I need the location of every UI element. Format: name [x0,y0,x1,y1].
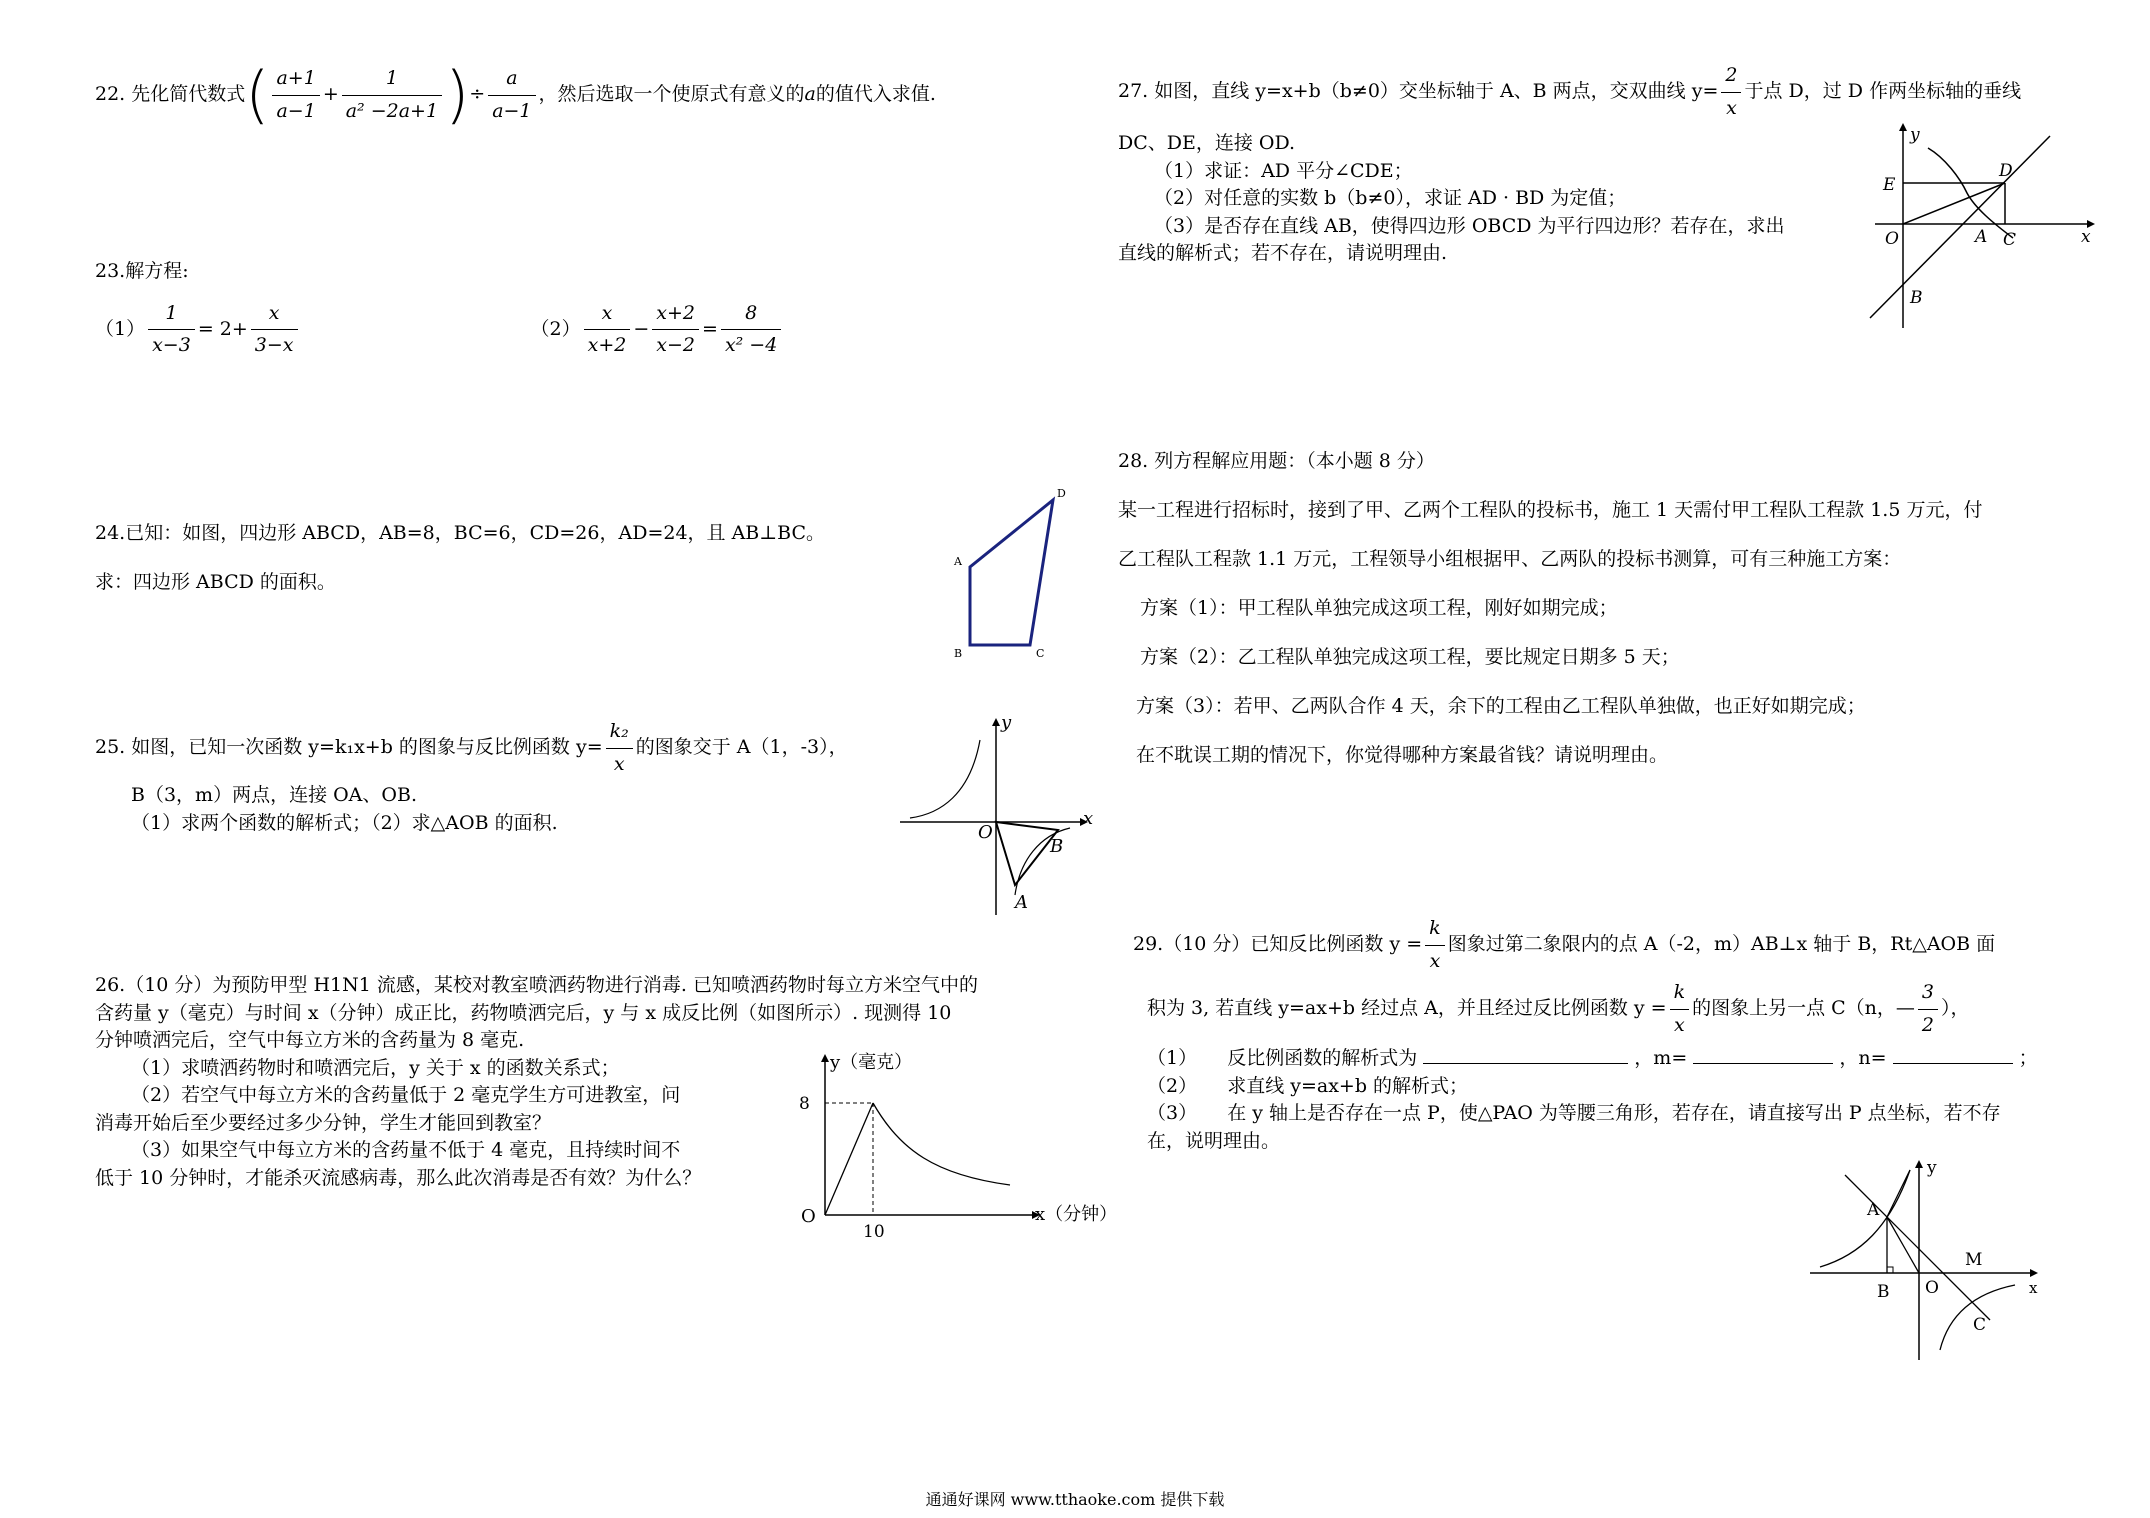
equals-sign: = [702,317,718,340]
q29-p1-label: （1） [1147,1047,1198,1070]
q29-p3-text2: 在，说明理由。 [1147,1129,1281,1152]
q28-line4: 方案（2）：乙工程队单独完成这项工程，要比规定日期多 5 天； [1140,646,1680,668]
q26-line7: （3）如果空气中每立方米的含药量不低于 4 毫克，且持续时间不 [131,1139,681,1162]
q26-line4: （1）求喷洒药物时和喷洒完后，y 关于 x 的函数关系式； [131,1056,620,1079]
q22-var: a [804,83,816,106]
q25-graph-figure [900,710,1100,920]
inverse-curve [873,1103,1010,1185]
point-b-label: B [1877,1282,1890,1302]
axis-x-label: x [2029,1279,2038,1297]
q28-line1: 某一工程进行招标时，接到了甲、乙两个工程队的投标书，施工 1 天需付甲工程队工程款 1.5 万元，付 [1118,499,1983,521]
hyperbola-branch-2 [910,740,980,818]
tick-x-10: 10 [863,1222,885,1240]
origin-label: O [801,1206,816,1227]
q29-graph-figure [1805,1155,2045,1365]
q27-line6: 直线的解析式；若不存在，请说明理由. [1118,242,1448,265]
axis-y-label: y [1910,125,1920,145]
segment-od [1903,183,2005,224]
q26-line2: 含药量 y（毫克）与时间 x（分钟）成正比，药物喷洒完后，y 与 x 成反比例（如图所示）. 现测得 10 [95,1001,952,1024]
answer-blank-n[interactable] [1893,1045,2013,1064]
point-e-label: E [1883,175,1896,195]
origin-label: O [1885,229,1899,249]
tick-y-8: 8 [799,1094,810,1114]
question-23 [95,258,1095,360]
page-footer: 通通好课网 www.tthaoke.com 提供下载 [925,1490,1225,1509]
q29-p1-end: ； [2018,1047,2038,1070]
q25-line2: B（3，m）两点，连接 OA、OB. [131,784,417,807]
open-paren: ( [245,58,270,131]
q26-line6: 消毒开始后至少要经过多少分钟，学生才能回到教室？ [95,1111,552,1134]
q28-title: 28. 列方程解应用题：（本小题 8 分） [1118,450,1435,472]
label-c: C [1036,647,1045,660]
q28-line3: 方案（1）：甲工程队单独完成这项工程，刚好如期完成； [1140,597,1618,619]
q24-line2: 求：四边形 ABCD 的面积。 [95,570,336,593]
point-c-label: C [2003,230,2017,250]
point-a-label: A [1867,1200,1880,1220]
q29-line1-b: 图象过第二象限内的点 A（-2，m）AB⊥x 轴于 B，Rt△AOB 面 [1447,933,1996,956]
q27-line3: （1）求证：AD 平分∠CDE； [1154,159,1413,182]
q22-fraction-1: $\frac{a+1}{a-1}$ [272,65,319,125]
q25-line1-b: 的图象交于 A（1，-3）， [635,736,848,759]
q22-fraction-2: $\frac{1}{\text{a² −2a+1}}$ [342,65,442,125]
q25-fraction: $\frac{\text{k₂}}{x}$ [606,718,633,778]
point-d-label: D [1999,161,2013,181]
q29-p1-text: 反比例函数的解析式为 [1227,1047,1418,1070]
answer-blank-1[interactable] [1423,1045,1628,1064]
point-b-label: B [1050,836,1064,857]
label-a: A [954,555,962,568]
label-d: D [1057,487,1066,500]
minus-sign: − [633,317,650,340]
point-c-label: C [1973,1315,1987,1335]
q27-fraction: $\frac{2}{x}$ [1721,62,1741,122]
axis-x-label: x [2081,227,2091,247]
q29-p3-text: 在 y 轴上是否存在一点 P，使△PAO 为等腰三角形，若存在，请直接写出 P 点坐标，若不存 [1227,1102,2001,1125]
q29-line2-b: 的图象上另一点 C（n，— [1692,997,1915,1020]
q29-p1-m: ，m= [1634,1047,1688,1070]
axis-y-label: y [1927,1158,1937,1178]
q23-p1-lhs: $\frac{1}{x-3}$ [148,300,195,360]
q23-p2-a: $\frac{x}{x+2}$ [584,300,631,360]
q29-p2-label: （2） [1147,1074,1198,1097]
q29-fraction-2: $\frac{k}{x}$ [1670,979,1690,1039]
q23-part1-label: （1） [95,317,146,340]
q26-line8: 低于 10 分钟时，才能杀灭流感病毒，那么此次消毒是否有效？为什么？ [95,1166,702,1189]
linear-segment [825,1103,873,1215]
axis-x-label: x（分钟） [1035,1204,1118,1225]
point-m-label: M [1965,1250,1983,1270]
q24-quadrilateral-figure [950,485,1080,660]
q27-line4: （2）对任意的实数 b（b≠0），求证 AD · BD 为定值； [1154,187,1627,210]
close-paren: ) [445,58,470,131]
q28-line5: 方案（3）：若甲、乙两队合作 4 天，余下的工程由乙工程队单独做，也正好如期完成； [1136,695,1866,717]
question-24 [95,520,995,596]
question-22 [95,58,1095,131]
quadrilateral-abcd [970,500,1053,645]
q29-p1-n: ，n= [1839,1047,1887,1070]
question-28 [1118,437,2128,780]
origin-label: O [1925,1278,1939,1298]
q28-line2: 乙工程队工程款 1.1 万元，工程领导小组根据甲、乙两队的投标书测算，可有三种施工方案： [1118,548,1902,570]
q24-line1: 24.已知：如图，四边形 ABCD，AB=8，BC=6，CD=26，AD=24，且 AB⊥BC。 [95,522,825,544]
q26-line1: 26.（10 分）为预防甲型 H1N1 流感，某校对教室喷洒药物进行消毒. 已知喷洒药物时每立方米空气中的 [95,974,978,996]
q29-line1-a: 29.（10 分）已知反比例函数 y = [1133,933,1423,956]
q23-p2-c: $\frac{8}{\text{x² −4}}$ [721,300,781,360]
point-a-label: A [1015,892,1028,913]
q29-fraction-3: $\frac{3}{2}$ [1918,979,1938,1039]
question-29 [1133,915,2133,1155]
q27-line1-b: 于点 D，过 D 作两坐标轴的垂线 [1744,80,2022,103]
q22-suffix: ，然后选取一个使原式有意义的 [538,83,805,106]
q23-title: 23.解方程: [95,260,189,282]
triangle-aob [996,822,1058,885]
line-ab [1870,136,2050,318]
q29-line2-a: 积为 3, 若直线 y=ax+b 经过点 A，并且经过反比例函数 y = [1147,997,1667,1020]
line-ac [1845,1175,1990,1320]
q29-p3-label: （3） [1147,1102,1198,1125]
label-b: B [954,647,963,660]
q23-p1-rhs: $\frac{x}{3-x}$ [251,300,298,360]
q27-graph-figure [1855,118,2095,328]
plus-sign: + [322,83,339,106]
point-b-label: B [1910,288,1923,308]
q22-prefix: 22. 先化简代数式 [95,83,246,106]
axis-x-label: x [1083,808,1094,829]
q26-line3: 分钟喷洒完后，空气中每立方米的含药量为 8 毫克. [95,1029,525,1052]
q29-fraction-1: $\frac{k}{x}$ [1425,915,1445,975]
q28-line6: 在不耽误工期的情况下，你觉得哪种方案最省钱？请说明理由。 [1136,744,1669,766]
q23-p2-b: $\frac{x+2}{x-2}$ [652,300,699,360]
axis-y-label: y（毫克） [830,1052,913,1073]
q25-line3: （1）求两个函数的解析式；（2）求△AOB 的面积. [131,811,558,834]
q26-graph-figure [785,1040,1125,1240]
origin-label: O [978,822,993,843]
q22-suffix2: 的值代入求值. [815,83,936,106]
q23-part2-label: （2） [530,317,581,340]
q26-line5: （2）若空气中每立方米的含药量低于 2 毫克学生方可进教室，问 [131,1084,681,1107]
q22-fraction-3: $\frac{a}{a-1}$ [488,65,535,125]
q29-line2-c: ）， [1941,997,1970,1020]
q29-p2-text: 求直线 y=ax+b 的解析式； [1227,1074,1469,1097]
div-sign: ÷ [469,83,486,106]
q25-line1-a: 25. 如图，已知一次函数 y=k₁x+b 的图象与反比例函数 y= [95,736,603,759]
answer-blank-m[interactable] [1693,1045,1833,1064]
q27-line2: DC、DE，连接 OD. [1118,132,1296,155]
hyperbola-branch-2 [1820,1170,1910,1267]
q27-line5: （3）是否存在直线 AB，使得四边形 OBCD 为平行四边形？若存在，求出 [1154,214,1785,237]
point-a-label: A [1975,227,1988,247]
q27-line1-a: 27. 如图，直线 y=x+b（b≠0）交坐标轴于 A、B 两点，交双曲线 y= [1118,80,1719,103]
axis-y-label: y [1001,712,1012,733]
question-25 [95,718,915,837]
q23-p1-mid: = 2+ [197,317,248,340]
